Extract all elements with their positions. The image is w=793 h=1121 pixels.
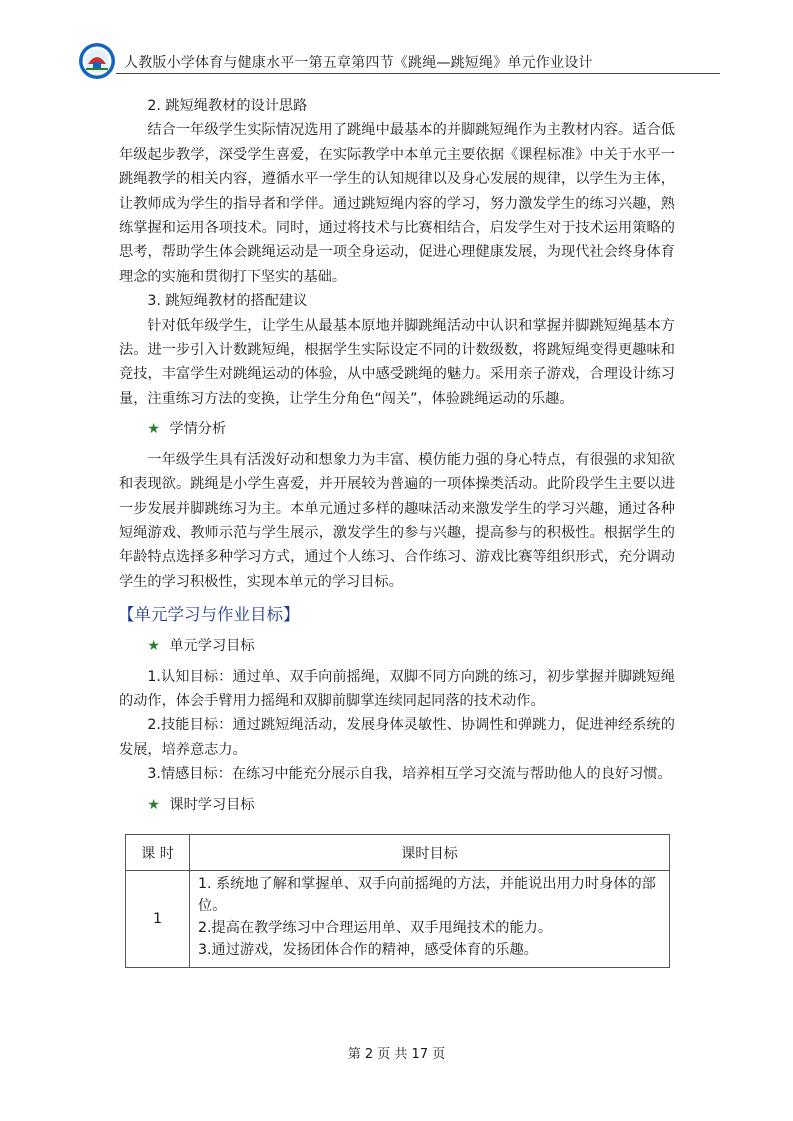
document-title: 人教版小学体育与健康水平一第五章第四节《跳绳—跳短绳》单元作业设计 [124, 55, 593, 71]
column-header-goals: 课时目标 [190, 835, 670, 871]
table-row [126, 871, 670, 968]
school-logo-icon [78, 42, 116, 80]
goal-emotional: 3.情感目标：在练习中能充分展示自我，培养相互学习交流与帮助他人的良好习惯。 [147, 766, 672, 783]
lesson-goals-cell [190, 871, 670, 968]
star-icon: ★ [147, 421, 160, 438]
paragraph-design: 结合一年级学生实际情况选用了跳绳中最基本的并脚跳短绳作为主教材内容。适合低年级起步教学，深受学生喜爱，在实际教学中本单元主要依据《课程标准》中关于水平一跳绳教学的相关内容，遵循水平一学生的认知规律以及身心发展的规律，以学生为主体，让教师成为学生的指导者和学伴。通过跳短绳内容的学习，努力激发学生的练习兴趣，熟练掌握和运用各项技术。同时，通过将技术与比赛相结合，启发学生对于技术运用策略的思考，帮助学生体会跳绳运动是一项全身运动，促进心理健康发展，为现代社会终身体育理念的实施和贯彻打下坚实的基础。 [119, 122, 675, 285]
heading-learning-analysis [119, 417, 675, 441]
star-icon: ★ [147, 638, 160, 655]
lesson-goal-item: 1. 系统地了解和掌握单、双手向前摇绳的方法，并能说出用力时身体的部位。 [198, 876, 656, 914]
heading-text: 学情分析 [169, 421, 227, 438]
section-title-goals: 【单元学习与作业目标】 [118, 605, 300, 625]
document-body [119, 94, 675, 817]
heading-text: 单元学习目标 [169, 638, 255, 655]
lesson-number-cell: 1 [126, 871, 190, 968]
heading-unit-goals [119, 634, 675, 658]
page-header [78, 38, 718, 84]
heading-text: 课时学习目标 [169, 796, 255, 813]
lesson-goal-item: 2.提高在教学练习中合理运用单、双手甩绳技术的能力。 [198, 920, 553, 936]
goal-cognitive: 1.认知目标：通过单、双手向前摇绳，双脚不同方向跳的练习，初步掌握并脚跳短绳的动作，体会手臂用力摇绳和双脚前脚掌连续同起同落的技术动作。 [119, 668, 675, 709]
paragraph-learning-analysis: 一年级学生具有活泼好动和想象力为丰富、模仿能力强的身心特点，有很强的求知欲和表现欲。跳绳是小学生喜爱，并开展较为普遍的一项体操类活动。此阶段学生主要以进一步发展并脚跳练习为主。本单元通过多样的趣味活动来激发学生的学习兴趣，通过各种短绳游戏、教师示范与学生展示，激发学生的参与兴趣，提高参与的积极性。根据学生的年龄特点选择多种学习方式，通过个人练习、合作练习、游戏比赛等组织形式，充分调动学生的学习积极性，实现本单元的学习目标。 [119, 451, 675, 590]
lesson-goal-item: 3.通过游戏，发扬团体合作的精神，感受体育的乐趣。 [198, 942, 538, 958]
column-header-lesson: 课 时 [126, 835, 190, 871]
page-footer: 第 2 页 共 17 页 [347, 1047, 446, 1062]
goal-skill: 2.技能目标：通过跳短绳活动，发展身体灵敏性、协调性和弹跳力，促进神经系统的发展，培养意志力。 [119, 717, 675, 758]
heading-lesson-goals [119, 793, 675, 817]
subsection-title-pairing: 3. 跳短绳教材的搭配建议 [147, 293, 308, 310]
table-header-row [126, 835, 670, 871]
paragraph-pairing: 针对低年级学生，让学生从最基本原地并脚跳绳活动中认识和掌握并脚跳短绳基本方法。进一步引入计数跳短绳，根据学生实际设定不同的计数级数，将跳短绳变得更趣味和竞技，丰富学生对跳绳运动的体验，从中感受跳绳的魅力。采用亲子游戏，合理设计练习量，注重练习方法的变换，让学生分角色“闯关”，体验跳绳运动的乐趣。 [119, 317, 675, 407]
star-icon: ★ [147, 796, 160, 813]
subsection-title-design: 2. 跳短绳教材的设计思路 [147, 98, 308, 114]
header-divider [116, 73, 720, 74]
lesson-goals-table [125, 834, 670, 968]
